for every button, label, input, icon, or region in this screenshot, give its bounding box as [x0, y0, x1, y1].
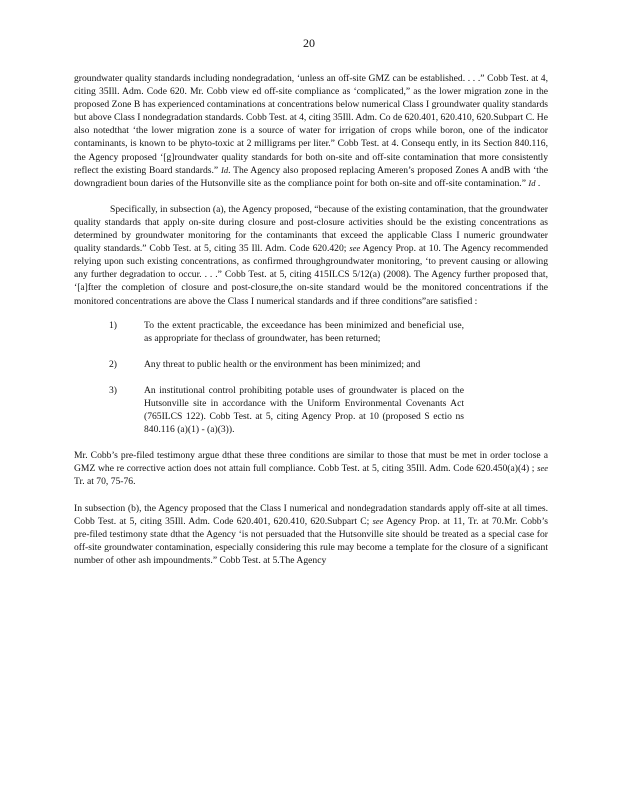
list-item [74, 384, 548, 436]
paragraph-4-end: Agency Prop. at 11, Tr. at 70.Mr. Cobb’s pre-filed testimony state dthat the Agency ‘is not persuaded that the Hutsonville site should be treated as a special case for off-site groundwater contamination, especially considering this rule may become a template for the closure of a significant number of other ash impoundments.” Cobb Test. at 5.The Agency [74, 515, 548, 566]
signal-see: see [537, 463, 548, 474]
signal-see: see [372, 515, 384, 526]
paragraph-3 [74, 449, 548, 488]
list-item-number: 2) [109, 358, 117, 370]
paragraph-1-end: . [537, 177, 541, 189]
paragraph-1-mid: . The Agency also proposed replacing Ameren’s proposed Zones A andB with ‘the downgradient boun daries of the Hutsonville site as the compliance point for both on-site and off-site contamination.” [74, 164, 548, 189]
paragraph-1 [74, 72, 548, 190]
list-item [74, 358, 548, 371]
paragraph-1-text: groundwater quality standards including nondegradation, ‘unless an off-site GMZ can be established. . . .” Cobb Test. at 4, citing 35Ill. Adm. Code 620. Mr. Cobb view ed off-site compliance as ‘complicated,” as the lower migration zone in the proposed Zone B has experienced contaminations at concentrations below numerical Class I groundwater quality standards but above Class I nondegradation standards. Cobb Test. at 4, citing 35Ill. Adm. Co de 620.401, 620.410, 620.Subpart C. He also notedthat ‘the lower migration zone is a source of water for irrigation of crops while boron, one of the indicator contaminants, is known to be phyto-toxic at 2 milligrams per liter.” Cobb Test. at 4. Consequ ently, in its Section 840.116, the Agency proposed ‘[g]roundwater quality standards for both on-site and off-site contamination that more consistently reflect the existing Board standards.” [74, 73, 548, 176]
citation-id: Id [220, 164, 229, 175]
page-number: 20 [303, 36, 315, 50]
list-item-number: 1) [109, 319, 117, 331]
list-item-text: Any threat to public health or the environment has been minimized; and [144, 358, 421, 370]
list-item-text: To the extent practicable, the exceedance has been minimized and beneficial use, as appropriate for theclass of groundwater, has been returned; [144, 319, 464, 344]
conditions-list [74, 319, 548, 437]
list-item [74, 319, 548, 345]
body-text [74, 72, 548, 567]
list-item-number: 3) [109, 384, 117, 396]
signal-see: see [349, 243, 361, 254]
citation-id: Id [528, 177, 536, 188]
paragraph-4-text: In subsection (b), the Agency proposed that the Class I numerical and nondegradation standards apply off-site at all times. Cobb Test. at 5, citing 35Ill. Adm. Code 620.401, 620.410, 620.Subpart C; [74, 502, 548, 527]
paragraph-4 [74, 502, 548, 567]
paragraph-2-text: Specifically, in subsection (a), the Agency proposed, “because of the existing contamination, that the groundwater quality standards that apply on-site during closure and post-closure activities should be the existing concentrations as determined by groundwater monitoring for the contaminants that exceed the applicable Class I numeric groundwater quality standards.” Cobb Test. at 5, citing 35 Ill. Adm. Code 620.420; [74, 203, 548, 255]
paragraph-2 [74, 203, 548, 308]
paragraph-3-end: Tr. at 70, 75-76. [74, 476, 136, 488]
list-item-text: An institutional control prohibiting potable uses of groundwater is placed on the Hutsonville site in accordance with the Uniform Environmental Covenants Act (765ILCS 122). Cobb Test. at 5, citing Agency Prop. at 10 (proposed S ectio ns 840.116 (a)(1) - (a)(3)). [144, 384, 464, 436]
paragraph-3-text: Mr. Cobb’s pre-filed testimony argue dthat these three conditions are similar to those that must be met in order toclose a GMZ whe re corrective action does not attain full compliance. Cobb Test. at 5, citing 35Ill. Adm. Code 620.450(a)(4) ; [74, 450, 548, 475]
paragraph-2-end: Agency Prop. at 10. The Agency recommended relying upon such existing concentrations, as confirmed throughgroundwater monitoring, ‘to prevent causing or allowing any further degradation to occur. . . .” Cobb Test. at 5, citing 415ILCS 5/12(a) (2008). The Agency further proposed that, ‘[a]fter the completion of closure and post-closure,the on-site standard would be the monitored concentrations if the monitored concentrations are above the Class I numerical standards and if three conditions”are satisfied : [74, 243, 548, 307]
